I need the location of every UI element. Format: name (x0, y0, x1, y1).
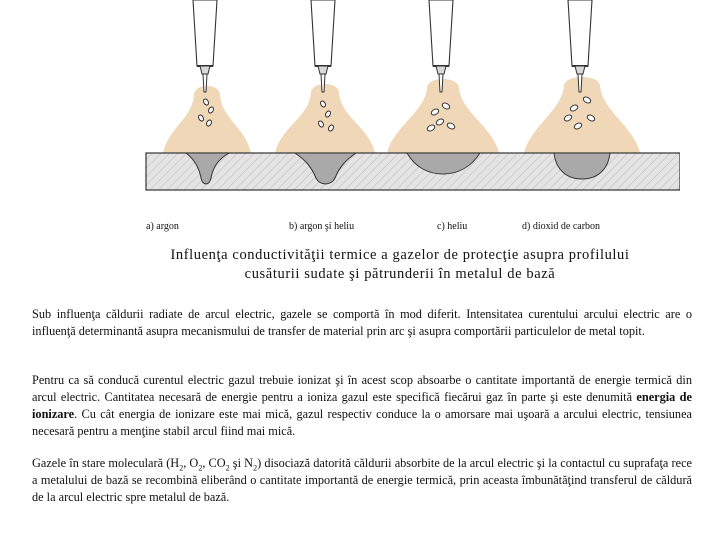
base-metal-plate (146, 153, 680, 190)
subscript: 2 (179, 463, 184, 473)
paragraph-ionization (32, 372, 692, 440)
panel-label-helium: c) heliu (437, 221, 468, 232)
subscript: 2 (198, 463, 203, 473)
torches (193, 0, 596, 132)
figure-caption (130, 246, 670, 284)
p3-text: , CO (202, 456, 226, 470)
nozzle (311, 0, 335, 66)
shielding-gas-diagram (140, 0, 680, 215)
p2-text-after: . Cu cât energia de ionizare este mai mică, gazul respectiv conduce la o amorsare mai uşoară a arcului electric, tensiunea necesară pentru a menţine stabil arcul fiind mai mică. (32, 407, 692, 438)
caption-line-2: cusăturii sudate şi pătrunderii în metalul de bază (244, 266, 556, 282)
electrode-wire (321, 74, 325, 92)
p2-text-before: Pentru ca să conducă curentul electric gazul trebuie ionizat şi în acest scop absoarbe o cantitate importantă de energie termică din arcul electric. Cantitatea necesară de energie pentru a ioniza gazul este specifică fiecărui gaz în parte şi este denumită (32, 373, 692, 404)
gas-plume-argon-helium (275, 84, 375, 153)
electrode-wire (203, 74, 207, 92)
term-ionization-energy: energia de ionizare (32, 390, 692, 421)
paragraph-arc-current: Sub influenţa căldurii radiate de arcul electric, gazele se comportă în mod diferit. Intensitatea curentului arcului electric are o influenţă determinantă asupra mecanismului de transfer de material prin arc şi asupra comportării particulelor de metal topit. (32, 307, 692, 338)
gas-plume-argon (163, 86, 251, 153)
gas-plume-helium (387, 79, 499, 153)
contact-tip (200, 66, 210, 74)
electrode-wire (578, 74, 582, 92)
gas-plume-carbon-dioxide (524, 77, 640, 153)
nozzle (429, 0, 453, 66)
paragraph-molecular-gases (32, 455, 692, 506)
p3-text: , O (183, 456, 199, 470)
nozzle (568, 0, 592, 66)
p3-text: Gazele în stare moleculară (H (32, 456, 180, 470)
contact-tip (318, 66, 328, 74)
electrode-wire (439, 74, 443, 92)
contact-tip (575, 66, 585, 74)
subscript: 2 (225, 463, 230, 473)
subscript: 2 (253, 463, 258, 473)
panel-label-argon: a) argon (146, 221, 179, 232)
caption-line-1: Influenţa conductivităţii termice a gazelor de protecţie asupra profilului (170, 247, 630, 263)
panel-label-argon-helium: b) argon şi heliu (289, 221, 355, 232)
contact-tip (436, 66, 446, 74)
p3-text: ) disociază datorită căldurii absorbite de la arcul electric şi la contactul cu suprafaţa rece a metalului de bază se recombină eliberând o cantitate importantă de energie termică, prin aceasta îmbunătăţind transferul de căldură de la arcul electric spre metalul de bază. (32, 456, 692, 504)
p3-text: şi N (229, 456, 254, 470)
nozzle (193, 0, 217, 66)
panel-label-carbon-dioxide: d) dioxid de carbon (522, 221, 601, 232)
